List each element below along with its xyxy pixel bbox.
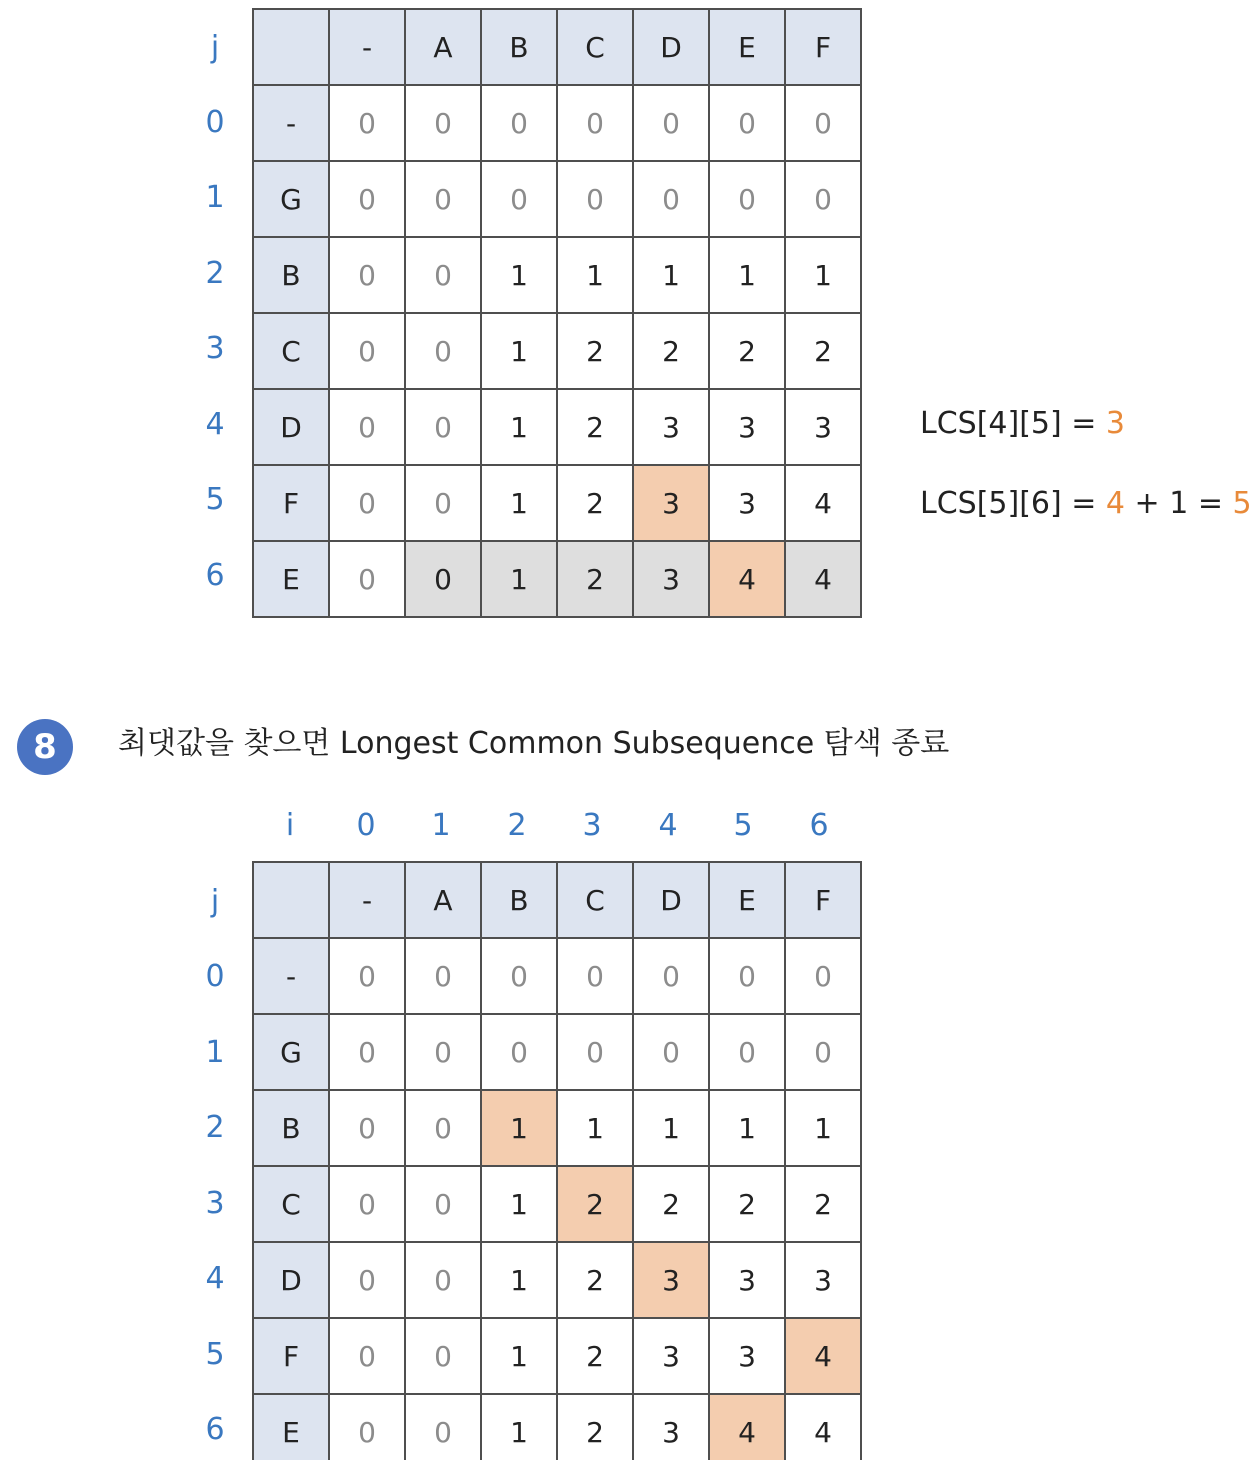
table-cell: 3 [633, 1394, 709, 1460]
table-cell: 0 [557, 938, 633, 1014]
col-index: 4 [658, 808, 678, 843]
table-cell: 0 [557, 85, 633, 161]
table-cell-highlight: 2 [557, 1166, 633, 1242]
table-cell: 1 [481, 313, 557, 389]
table-cell-gray: 0 [405, 541, 481, 617]
row-header: B [253, 1090, 329, 1166]
table-cell: 0 [329, 541, 405, 617]
table-cell: 0 [709, 161, 785, 237]
row-index: 2 [205, 256, 225, 291]
table-cell: 2 [709, 1166, 785, 1242]
table-cell: 0 [329, 389, 405, 465]
corner-cell [253, 9, 329, 85]
table-cell: 0 [709, 85, 785, 161]
row-index: 1 [205, 180, 225, 215]
table-cell: 0 [481, 85, 557, 161]
table-cell: 0 [481, 161, 557, 237]
col-index: 2 [507, 808, 527, 843]
row-header: C [253, 1166, 329, 1242]
table-cell: 2 [633, 1166, 709, 1242]
col-header: F [785, 862, 861, 938]
row-index: 6 [205, 558, 225, 593]
table-cell: 0 [481, 1014, 557, 1090]
table-cell: 2 [557, 1394, 633, 1460]
table-cell: 2 [709, 313, 785, 389]
col-header: E [709, 9, 785, 85]
lcs-table-top [252, 8, 862, 618]
equation-1 [920, 402, 1125, 446]
table-cell: 0 [329, 1318, 405, 1394]
equation-1-value: 3 [1105, 406, 1125, 441]
table-cell: 0 [633, 161, 709, 237]
table-cell: 0 [329, 85, 405, 161]
table-cell: 2 [557, 1242, 633, 1318]
table-cell-gray: 2 [557, 541, 633, 617]
table-cell: 1 [557, 237, 633, 313]
table-cell: 0 [557, 1014, 633, 1090]
table-cell-gray: 4 [785, 541, 861, 617]
table-cell-gray: 3 [633, 541, 709, 617]
col-header: B [481, 862, 557, 938]
col-header: C [557, 9, 633, 85]
table-cell: 1 [709, 1090, 785, 1166]
table-cell: 0 [405, 237, 481, 313]
table-cell: 3 [785, 1242, 861, 1318]
row-index: 2 [205, 1110, 225, 1145]
table-cell: 0 [405, 938, 481, 1014]
table-cell-highlight: 4 [709, 1394, 785, 1460]
table-cell: 1 [481, 389, 557, 465]
table-cell: 2 [557, 1318, 633, 1394]
table-cell: 0 [709, 1014, 785, 1090]
table-cell: 3 [709, 1318, 785, 1394]
table-cell: 3 [633, 1318, 709, 1394]
row-header: E [253, 1394, 329, 1460]
table-cell: 2 [557, 389, 633, 465]
row-index: 3 [205, 331, 225, 366]
table-cell: 0 [405, 161, 481, 237]
col-header: A [405, 862, 481, 938]
table-cell: 1 [633, 1090, 709, 1166]
col-header: B [481, 9, 557, 85]
col-header: D [633, 9, 709, 85]
step-number-badge: 8 [17, 719, 73, 775]
equation-2-middle: + 1 = [1125, 486, 1233, 521]
table-cell: 0 [557, 161, 633, 237]
col-index: 5 [733, 808, 753, 843]
table-cell: 0 [633, 85, 709, 161]
table-cell: 0 [785, 85, 861, 161]
table-cell: 0 [329, 938, 405, 1014]
table-cell: 2 [633, 313, 709, 389]
table-cell: 0 [405, 1394, 481, 1460]
table-cell-highlight: 3 [633, 465, 709, 541]
table-cell: 0 [405, 313, 481, 389]
table-cell: 0 [329, 1014, 405, 1090]
row-header: G [253, 161, 329, 237]
table-cell: 0 [405, 1166, 481, 1242]
j-label: j [210, 30, 220, 65]
table-cell: 0 [633, 938, 709, 1014]
row-header: D [253, 389, 329, 465]
table-cell: 0 [329, 313, 405, 389]
table-cell: 0 [329, 161, 405, 237]
step-title: 최댓값을 찾으면 Longest Common Subsequence 탐색 종료 [118, 726, 950, 761]
row-index: 0 [205, 959, 225, 994]
row-index: 1 [205, 1035, 225, 1070]
row-index: 4 [205, 407, 225, 442]
row-header: - [253, 85, 329, 161]
table-cell-highlight: 1 [481, 1090, 557, 1166]
row-index: 5 [205, 482, 225, 517]
table-cell: 0 [785, 938, 861, 1014]
table-cell: 3 [709, 465, 785, 541]
table-cell: 0 [633, 1014, 709, 1090]
col-header: - [329, 862, 405, 938]
table-cell: 0 [329, 237, 405, 313]
table-cell-highlight: 4 [785, 1318, 861, 1394]
table-cell: 1 [481, 1242, 557, 1318]
table-cell: 1 [785, 237, 861, 313]
table-cell: 0 [329, 1242, 405, 1318]
row-header: F [253, 1318, 329, 1394]
table-cell-highlight: 4 [709, 541, 785, 617]
table-cell: 3 [785, 389, 861, 465]
table-cell: 0 [405, 389, 481, 465]
table-cell: 0 [709, 938, 785, 1014]
table-cell: 2 [785, 1166, 861, 1242]
row-header: - [253, 938, 329, 1014]
table-cell: 0 [405, 1014, 481, 1090]
row-index: 0 [205, 105, 225, 140]
col-index: 3 [582, 808, 602, 843]
col-header: - [329, 9, 405, 85]
table-cell: 1 [633, 237, 709, 313]
table-cell: 2 [785, 313, 861, 389]
row-header: F [253, 465, 329, 541]
table-cell: 1 [481, 465, 557, 541]
col-header: C [557, 862, 633, 938]
table-cell: 3 [633, 389, 709, 465]
equation-2-value: 4 [1105, 486, 1125, 521]
table-cell: 0 [329, 465, 405, 541]
table-cell: 0 [405, 1318, 481, 1394]
table-cell: 1 [481, 1166, 557, 1242]
equation-1-prefix: LCS[4][5] = [920, 406, 1106, 441]
table-cell-highlight: 3 [633, 1242, 709, 1318]
table-cell: 1 [709, 237, 785, 313]
table-cell: 0 [329, 1090, 405, 1166]
equation-2-prefix: LCS[5][6] = [920, 486, 1106, 521]
i-label: i [285, 808, 295, 843]
col-index: 1 [431, 808, 451, 843]
table-cell: 0 [785, 161, 861, 237]
row-header: D [253, 1242, 329, 1318]
table-cell: 2 [557, 465, 633, 541]
table-cell: 0 [329, 1394, 405, 1460]
col-index: 6 [809, 808, 829, 843]
col-header: F [785, 9, 861, 85]
table-cell: 4 [785, 465, 861, 541]
col-header: A [405, 9, 481, 85]
equation-2 [920, 482, 1252, 526]
table-cell-gray: 1 [481, 541, 557, 617]
row-header: E [253, 541, 329, 617]
row-header: G [253, 1014, 329, 1090]
lcs-table-bottom [252, 861, 862, 1460]
col-header: E [709, 862, 785, 938]
table-cell: 3 [709, 389, 785, 465]
col-index: 0 [356, 808, 376, 843]
row-header: C [253, 313, 329, 389]
table-cell: 0 [405, 85, 481, 161]
table-cell: 0 [405, 1090, 481, 1166]
row-index: 3 [205, 1186, 225, 1221]
table-cell: 1 [481, 237, 557, 313]
table-cell: 0 [329, 1166, 405, 1242]
col-header: D [633, 862, 709, 938]
table-cell: 4 [785, 1394, 861, 1460]
table-cell: 1 [481, 1318, 557, 1394]
table-cell: 0 [405, 1242, 481, 1318]
table-cell: 2 [557, 313, 633, 389]
corner-cell [253, 862, 329, 938]
table-cell: 1 [785, 1090, 861, 1166]
row-index: 4 [205, 1261, 225, 1296]
table-cell: 3 [709, 1242, 785, 1318]
table-cell: 1 [557, 1090, 633, 1166]
j-label: j [210, 884, 220, 919]
table-cell: 0 [785, 1014, 861, 1090]
row-index: 5 [205, 1337, 225, 1372]
table-cell: 0 [405, 465, 481, 541]
table-cell: 1 [481, 1394, 557, 1460]
equation-2-result: 5 [1232, 486, 1252, 521]
table-cell: 0 [481, 938, 557, 1014]
row-index: 6 [205, 1412, 225, 1447]
row-header: B [253, 237, 329, 313]
